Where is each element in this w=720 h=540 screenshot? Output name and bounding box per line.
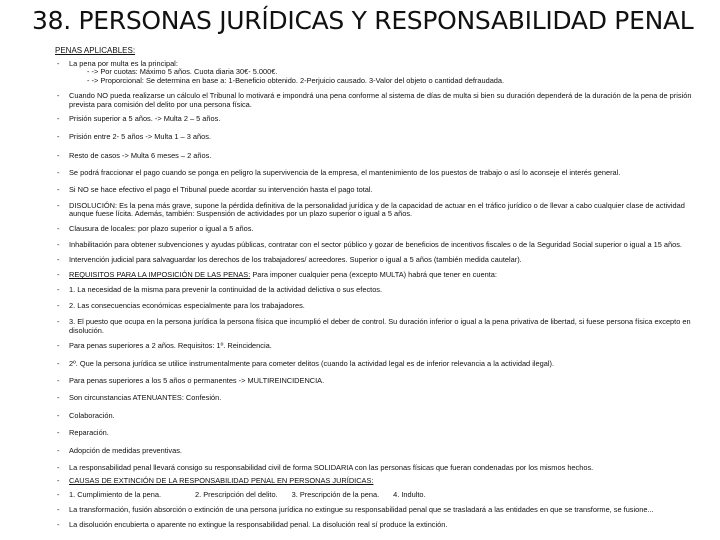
requirements-intro: Para imponer cualquier pena (excepto MULTA) habrá que tener en cuenta: bbox=[250, 270, 497, 280]
list-item bbox=[55, 302, 705, 310]
item-text: Prisión superior a 5 años. -> Multa 2 – 5 años. bbox=[69, 114, 221, 124]
list-item bbox=[55, 318, 705, 335]
bullet-marker: - bbox=[57, 168, 60, 178]
bullet-marker: - bbox=[57, 445, 60, 455]
bullet-marker: - bbox=[57, 505, 60, 515]
item-text: La responsabilidad penal llevará consigo su responsabilidad civil de forma SOLIDARIA con las personas físicas que fueran condenadas por los mismos hechos. bbox=[69, 462, 594, 472]
list-item bbox=[55, 394, 705, 402]
item-text: Para penas superiores a los 5 años o permanentes -> MULTIREINCIDENCIA. bbox=[69, 375, 325, 385]
section-heading: PENAS APLICABLES: bbox=[55, 46, 136, 55]
extinction-cause: 1. Cumplimiento de la pena. bbox=[69, 489, 162, 499]
list-item bbox=[55, 152, 705, 160]
item-text: Adopción de medidas preventivas. bbox=[69, 445, 182, 455]
bullet-marker: - bbox=[57, 201, 60, 211]
bullet-list bbox=[55, 60, 705, 529]
list-item bbox=[55, 477, 705, 485]
bullet-marker: - bbox=[57, 240, 60, 250]
item-text: Inhabilitación para obtener subvenciones y ayudas públicas, contratar con el sector público y gozar de beneficios de incentivos fiscales o de la Seguridad Social superior o igual a 15 años. bbox=[69, 240, 682, 250]
bullet-marker: - bbox=[57, 132, 60, 142]
list-item bbox=[55, 271, 705, 279]
item-text: Para penas superiores a 2 años. Requisitos: 1º. Reincidencia. bbox=[69, 341, 272, 351]
item-text bbox=[69, 491, 705, 499]
item-text: Se podrá fraccionar el pago cuando se ponga en peligro la supervivencia de la empresa, el mantenimiento de los puestos de trabajo o así lo aconseje el interés general. bbox=[69, 168, 621, 178]
bullet-marker: - bbox=[57, 91, 60, 101]
item-text bbox=[69, 271, 705, 279]
list-item bbox=[55, 360, 705, 368]
list-item bbox=[55, 241, 705, 249]
extinction-cause: 4. Indulto. bbox=[393, 489, 426, 499]
bullet-marker: - bbox=[57, 489, 60, 499]
item-text: 1. La necesidad de la misma para prevenir la continuidad de la actividad delictiva o sus efectos. bbox=[69, 284, 383, 294]
bullet-marker: - bbox=[57, 317, 60, 327]
item-text: Clausura de locales: por plazo superior o igual a 5 años. bbox=[69, 223, 254, 233]
list-item bbox=[55, 464, 705, 472]
item-text: La transformación, fusión absorción o extinción de una persona jurídica no extingue su responsabilidad penal que se trasladará a las entidades en que se transforme, se fusione... bbox=[69, 505, 654, 515]
item-text: 2º. Que la persona jurídica se utilice instrumentalmente para cometer delitos (cuando la actividad legal es de inferior relevancia a la actividad ilegal). bbox=[69, 358, 554, 368]
item-text: Son circunstancias ATENUANTES: Confesión. bbox=[69, 393, 222, 403]
bullet-marker: - bbox=[57, 270, 60, 280]
bullet-marker: - bbox=[57, 59, 60, 68]
list-item bbox=[55, 202, 705, 219]
list-item bbox=[55, 506, 705, 514]
bullet-marker: - bbox=[57, 114, 60, 124]
item-text: Resto de casos -> Multa 6 meses – 2 años. bbox=[69, 150, 212, 160]
list-item bbox=[55, 133, 705, 141]
list-item bbox=[55, 225, 705, 233]
list-item bbox=[55, 92, 705, 109]
bullet-marker: - bbox=[57, 150, 60, 160]
item-text: Prisión entre 2- 5 años -> Multa 1 – 3 años. bbox=[69, 132, 211, 142]
requirements-heading: REQUISITOS PARA LA IMPOSICIÓN DE LAS PENAS: bbox=[69, 270, 251, 280]
item-text: 3. El puesto que ocupa en la persona jurídica la persona física que incumplió el deber de control. Su duración inferior o igual a la pena privativa de libertad, si fuese persona física excepto en disolución. bbox=[69, 317, 691, 335]
list-item bbox=[55, 342, 705, 350]
bullet-marker: - bbox=[57, 476, 60, 486]
item-text: Colaboración. bbox=[69, 410, 115, 420]
sub-item: - -> Por cuotas: Máximo 5 años. Cuota diaria 30€- 5.000€. bbox=[87, 67, 278, 77]
item-text: La disolución encubierta o aparente no extingue la responsabilidad penal. La disolución real sí produce la extinción. bbox=[69, 519, 448, 529]
list-item bbox=[55, 412, 705, 420]
item-text: Reparación. bbox=[69, 428, 109, 438]
list-item bbox=[55, 447, 705, 455]
list-item bbox=[55, 60, 705, 85]
list-item bbox=[55, 521, 705, 529]
extinction-heading: CAUSAS DE EXTINCIÓN DE LA RESPONSABILIDAD PENAL EN PERSONAS JURÍDICAS: bbox=[69, 476, 374, 486]
sub-item: - -> Proporcional: Se determina en base a: 1-Beneficio obtenido. 2-Perjuicio causado. 3-Valor del objeto o cantidad defraudada. bbox=[87, 75, 505, 85]
item-text bbox=[69, 477, 705, 485]
bullet-marker: - bbox=[57, 358, 60, 368]
list-item bbox=[55, 186, 705, 194]
list-item bbox=[55, 169, 705, 177]
bullet-marker: - bbox=[57, 341, 60, 351]
item-text: Intervención judicial para salvaguardar los derechos de los trabajadores/ acreedores. Superior o igual a 5 años (también medida cautelar). bbox=[69, 254, 522, 264]
bullet-marker: - bbox=[57, 410, 60, 420]
bullet-marker: - bbox=[57, 223, 60, 233]
item-text: DISOLUCIÓN: Es la pena más grave, supone la pérdida definitiva de la personalidad jurídica y de la capacidad de actuar en el tráfico jurídico o de llevar a cabo cualquier clase de actividad aunque fuese lícita. Además, también: Suspensión de actividades por un plazo superior o igual a 5 años. bbox=[69, 201, 685, 219]
list-item bbox=[55, 377, 705, 385]
bullet-marker: - bbox=[57, 300, 60, 310]
bullet-marker: - bbox=[57, 284, 60, 294]
item-text: 2. Las consecuencias económicas especialmente para los trabajadores. bbox=[69, 300, 305, 310]
bullet-marker: - bbox=[57, 375, 60, 385]
bullet-marker: - bbox=[57, 184, 60, 194]
bullet-marker: - bbox=[57, 393, 60, 403]
list-item bbox=[55, 429, 705, 437]
bullet-marker: - bbox=[57, 462, 60, 472]
list-item bbox=[55, 286, 705, 294]
bullet-marker: - bbox=[57, 428, 60, 438]
bullet-marker: - bbox=[57, 519, 60, 529]
extinction-cause: 3. Prescripción de la pena. bbox=[291, 489, 380, 499]
slide-title: 38. PERSONAS JURÍDICAS Y RESPONSABILIDAD PENAL bbox=[32, 6, 694, 35]
item-text: Cuando NO pueda realizarse un cálculo el Tribunal lo motivará e impondrá una pena conforme al sistema de días de multa si bien su duración dependerá de la duración de la pena de prisión prevista para comisión del delito por una persona física. bbox=[69, 91, 692, 109]
bullet-marker: - bbox=[57, 254, 60, 264]
list-item bbox=[55, 256, 705, 264]
list-item bbox=[55, 115, 705, 123]
list-item bbox=[55, 491, 705, 499]
item-text: La pena por multa es la principal: bbox=[69, 59, 178, 68]
item-text: Si NO se hace efectivo el pago el Tribunal puede acordar su intervención hasta el pago total. bbox=[69, 184, 373, 194]
extinction-cause: 2. Prescripción del delito. bbox=[195, 489, 278, 499]
